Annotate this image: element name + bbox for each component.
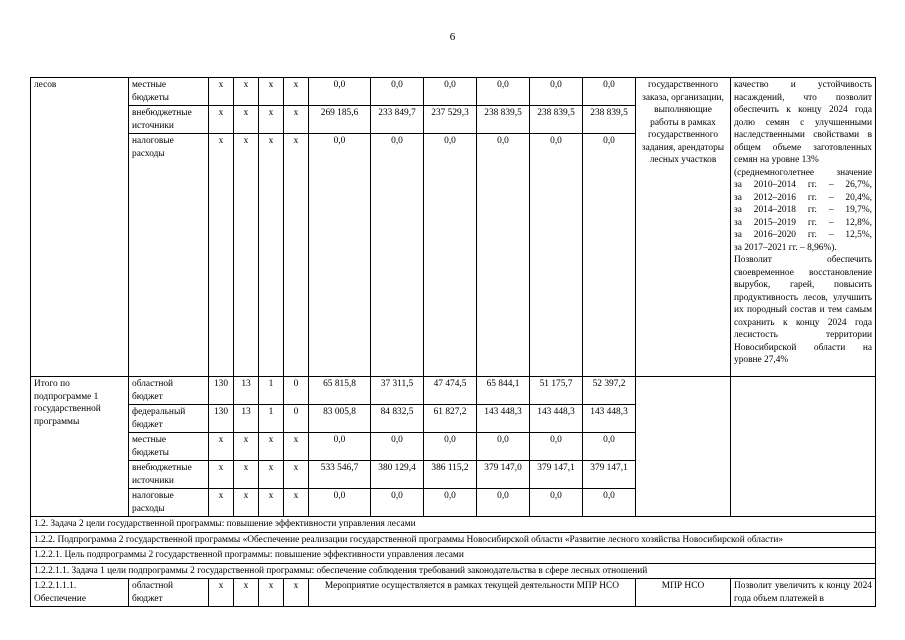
value-cell: 51 175,7 <box>530 377 583 405</box>
code-cell: x <box>209 579 234 607</box>
value-cell: 143 448,3 <box>583 405 636 433</box>
code-cell: x <box>234 461 259 489</box>
result-line: (среднемноголетнее значение <box>734 167 872 178</box>
result-line: за 2010–2014 гг. – 26,7%, <box>734 180 872 190</box>
value-cell: 0,0 <box>530 78 583 106</box>
code-cell: x <box>284 433 309 461</box>
value-cell: 238 839,5 <box>583 106 636 134</box>
code-cell: 0 <box>284 377 309 405</box>
code-cell: x <box>209 433 234 461</box>
value-cell: 52 397,2 <box>583 377 636 405</box>
result-cell: Позволит увеличить к концу 2024 года объем платежей в <box>731 579 876 607</box>
result-line: семян на уровне 13% <box>734 155 819 165</box>
activity-note: Мероприятие осуществляется в рамках текущей деятельности МПР НСО <box>309 579 636 607</box>
table-row <box>31 78 876 106</box>
result-line: за 2015–2019 гг. – 12,8%, <box>734 217 872 228</box>
code-cell: x <box>259 106 284 134</box>
funding-source: налоговые расходы <box>129 489 209 517</box>
code-cell: 130 <box>209 377 234 405</box>
section-heading: 1.2.2. Подпрограмма 2 государственной программы «Обеспечение реализации государственной программы Новосибирской области «Развитие лесного хозяйства Новосибирской области» <box>31 532 876 548</box>
funding-source: местные бюджеты <box>129 78 209 106</box>
code-cell: x <box>209 78 234 106</box>
value-cell: 0,0 <box>583 78 636 106</box>
table-row <box>31 579 876 607</box>
code-cell: x <box>234 134 259 377</box>
result-line: за 2012–2016 гг. – 20,4%, <box>734 192 872 203</box>
value-cell: 0,0 <box>477 433 530 461</box>
code-cell: x <box>259 134 284 377</box>
result-line: сохранить к концу 2024 года <box>734 317 872 328</box>
code-cell: x <box>234 579 259 607</box>
result-line: Позволит обеспечить <box>734 255 872 265</box>
funding-source: местные бюджеты <box>129 433 209 461</box>
code-cell: x <box>284 489 309 517</box>
code-cell: x <box>234 433 259 461</box>
funding-source: налоговые расходы <box>129 134 209 377</box>
value-cell: 533 546,7 <box>309 461 371 489</box>
table-row <box>31 517 876 533</box>
result-line: своевременное восстановление <box>734 267 872 278</box>
value-cell: 0,0 <box>583 433 636 461</box>
value-cell: 0,0 <box>371 489 424 517</box>
table-row <box>31 563 876 579</box>
result-line: их породный состав и тем самым <box>734 305 872 315</box>
value-cell: 83 005,8 <box>309 405 371 433</box>
table-row <box>31 532 876 548</box>
value-cell: 0,0 <box>309 78 371 106</box>
code-cell: x <box>259 433 284 461</box>
table-row <box>31 377 876 405</box>
result-line: уровне 27,4% <box>734 355 789 365</box>
result-line: за 2016–2020 гг. – 12,5%, <box>734 230 872 240</box>
code-cell: x <box>284 134 309 377</box>
result-cell <box>731 78 876 377</box>
value-cell: 143 448,3 <box>477 405 530 433</box>
value-cell: 0,0 <box>371 78 424 106</box>
code-cell: x <box>234 489 259 517</box>
value-cell: 37 311,5 <box>371 377 424 405</box>
result-line: общем объеме заготовленных <box>734 142 872 153</box>
row-name: 1.2.2.1.1.1. Обеспечение <box>31 579 129 607</box>
section-heading: 1.2.2.1. Цель подпрограммы 2 государственной программы: повышение эффективности управления лесами <box>31 548 876 564</box>
program-table <box>30 77 876 607</box>
funding-source: областной бюджет <box>129 579 209 607</box>
row-name: Итого по подпрограмме 1 государственной программы <box>31 377 129 517</box>
value-cell: 0,0 <box>424 78 477 106</box>
result-line: наследственными свойствами в <box>734 130 872 140</box>
value-cell: 0,0 <box>424 433 477 461</box>
code-cell: x <box>284 579 309 607</box>
funding-source: внебюджетные источники <box>129 106 209 134</box>
code-cell: x <box>234 78 259 106</box>
code-cell: x <box>209 461 234 489</box>
value-cell: 0,0 <box>583 134 636 377</box>
code-cell: 130 <box>209 405 234 433</box>
code-cell: 0 <box>284 405 309 433</box>
result-line: за 2014–2018 гг. – 19,7%, <box>734 205 872 215</box>
value-cell: 47 474,5 <box>424 377 477 405</box>
result-line: вырубок, гарей, повысить <box>734 280 872 290</box>
code-cell: x <box>284 461 309 489</box>
value-cell: 0,0 <box>424 134 477 377</box>
code-cell: x <box>209 489 234 517</box>
value-cell: 237 529,3 <box>424 106 477 134</box>
result-line: продуктивность лесов, улучшить <box>734 292 872 303</box>
result-line: лесистость территории <box>734 330 872 340</box>
value-cell: 0,0 <box>309 489 371 517</box>
value-cell: 379 147,1 <box>530 461 583 489</box>
executor-cell <box>636 377 731 517</box>
code-cell: x <box>209 106 234 134</box>
value-cell: 380 129,4 <box>371 461 424 489</box>
value-cell: 0,0 <box>309 134 371 377</box>
result-line: качество и устойчивость <box>734 80 872 90</box>
result-line: за 2017–2021 гг. – 8,96%). <box>734 242 837 253</box>
value-cell: 238 839,5 <box>477 106 530 134</box>
code-cell: x <box>284 78 309 106</box>
value-cell: 65 815,8 <box>309 377 371 405</box>
result-cell <box>731 377 876 517</box>
section-heading: 1.2. Задача 2 цели государственной программы: повышение эффективности управления лесами <box>31 517 876 533</box>
value-cell: 0,0 <box>477 489 530 517</box>
value-cell: 0,0 <box>309 433 371 461</box>
table-row <box>31 548 876 564</box>
value-cell: 0,0 <box>477 134 530 377</box>
value-cell: 0,0 <box>371 433 424 461</box>
value-cell: 0,0 <box>583 489 636 517</box>
value-cell: 379 147,0 <box>477 461 530 489</box>
value-cell: 61 827,2 <box>424 405 477 433</box>
funding-source: федеральный бюджет <box>129 405 209 433</box>
executor-cell: государственного заказа, организации, выполняющие работы в рамках государственного задания, арендаторы лесных участков <box>636 78 731 377</box>
result-line: насаждений, что позволит <box>734 92 872 103</box>
value-cell: 0,0 <box>530 489 583 517</box>
result-line: Новосибирской области на <box>734 342 872 353</box>
value-cell: 65 844,1 <box>477 377 530 405</box>
section-heading: 1.2.2.1.1. Задача 1 цели подпрограммы 2 государственной программы: обеспечение соблюдения требований законодательства в сфере лесных отношений <box>31 563 876 579</box>
value-cell: 0,0 <box>530 433 583 461</box>
code-cell: x <box>259 579 284 607</box>
result-line: долю семян с улучшенными <box>734 117 872 128</box>
value-cell: 84 832,5 <box>371 405 424 433</box>
code-cell: 13 <box>234 377 259 405</box>
code-cell: x <box>209 134 234 377</box>
funding-source: областной бюджет <box>129 377 209 405</box>
code-cell: 1 <box>259 405 284 433</box>
value-cell: 0,0 <box>424 489 477 517</box>
value-cell: 238 839,5 <box>530 106 583 134</box>
value-cell: 379 147,1 <box>583 461 636 489</box>
code-cell: x <box>259 461 284 489</box>
code-cell: x <box>259 489 284 517</box>
funding-source: внебюджетные источники <box>129 461 209 489</box>
executor-cell: МПР НСО <box>636 579 731 607</box>
code-cell: 13 <box>234 405 259 433</box>
result-line: обеспечить к концу 2024 года <box>734 105 872 115</box>
code-cell: x <box>234 106 259 134</box>
value-cell: 0,0 <box>477 78 530 106</box>
value-cell: 269 185,6 <box>309 106 371 134</box>
row-name: лесов <box>31 78 129 377</box>
value-cell: 233 849,7 <box>371 106 424 134</box>
page-number: 6 <box>449 31 456 43</box>
value-cell: 0,0 <box>530 134 583 377</box>
value-cell: 0,0 <box>371 134 424 377</box>
code-cell: x <box>284 106 309 134</box>
code-cell: 1 <box>259 377 284 405</box>
value-cell: 143 448,3 <box>530 405 583 433</box>
value-cell: 386 115,2 <box>424 461 477 489</box>
code-cell: x <box>259 78 284 106</box>
